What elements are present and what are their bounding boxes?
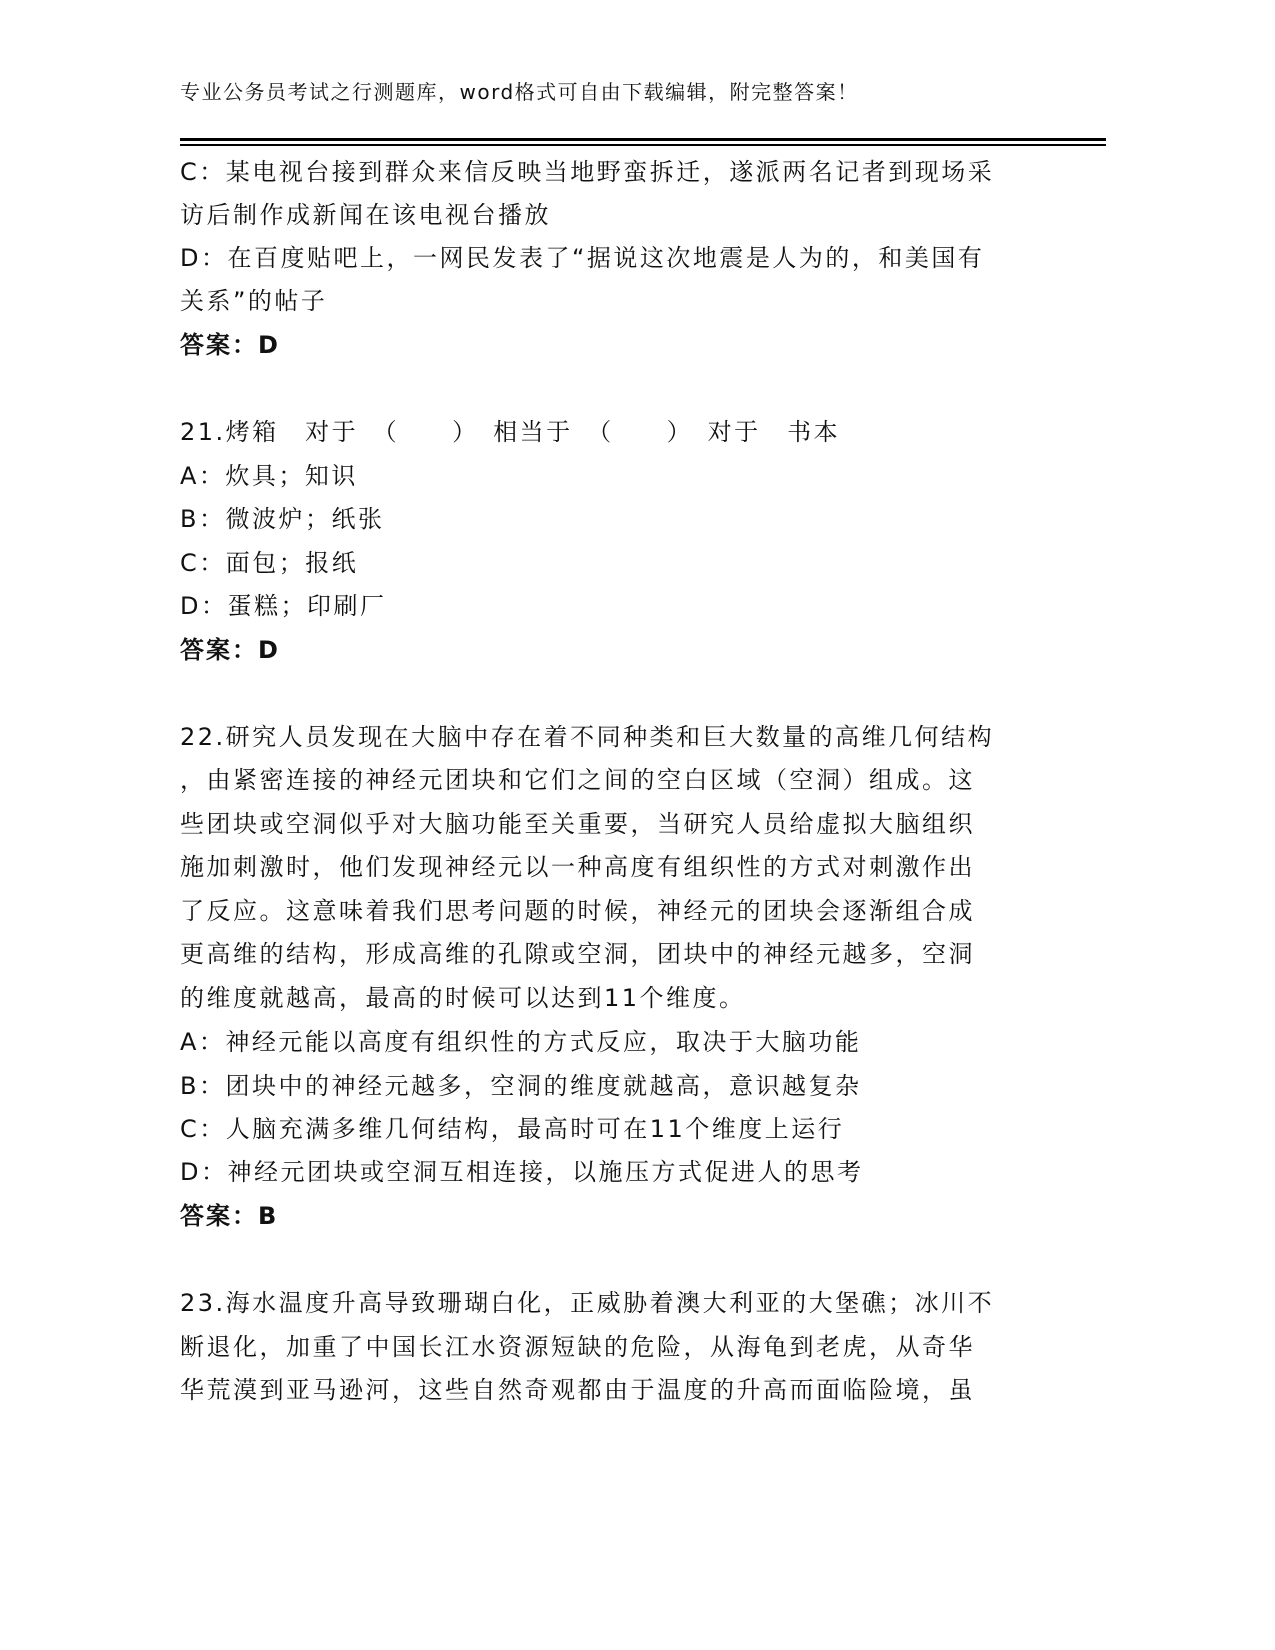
text-line: 些团块或空洞似乎对大脑功能至关重要，当研究人员给虚拟大脑组织 <box>180 810 975 838</box>
text-line: 华荒漠到亚马逊河，这些自然奇观都由于温度的升高而面临险境，虽 <box>180 1376 975 1404</box>
text-line: D：神经元团块或空洞互相连接，以施压方式促进人的思考 <box>180 1158 864 1186</box>
page-header: 专业公务员考试之行测题库，word格式可自由下载编辑，附完整答案！ <box>180 80 859 104</box>
text-line: 了反应。这意味着我们思考问题的时候，神经元的团块会逐渐组合成 <box>180 897 975 925</box>
text-line: D：蛋糕；印刷厂 <box>180 592 387 620</box>
text-line: C：人脑充满多维几何结构，最高时可在11个维度上运行 <box>180 1115 845 1143</box>
answer-line: 答案：D <box>180 636 280 664</box>
answer-line: 答案：B <box>180 1202 279 1230</box>
text-line: C：某电视台接到群众来信反映当地野蛮拆迁，遂派两名记者到现场采 <box>180 158 995 186</box>
text-line: B：微波炉；纸张 <box>180 505 385 533</box>
answer-line: 答案：D <box>180 331 280 359</box>
header-divider-thin <box>180 144 1106 146</box>
text-line: 23.海水温度升高导致珊瑚白化，正威胁着澳大利亚的大堡礁；冰川不 <box>180 1289 995 1317</box>
text-line: C：面包；报纸 <box>180 549 359 577</box>
text-line: 21.烤箱 对于 （ ） 相当于 （ ） 对于 书本 <box>180 418 841 446</box>
text-line: 22.研究人员发现在大脑中存在着不同种类和巨大数量的高维几何结构 <box>180 723 995 751</box>
text-line: 关系”的帖子 <box>180 287 328 315</box>
text-line: D：在百度贴吧上，一网民发表了“据说这次地震是人为的，和美国有 <box>180 244 985 272</box>
text-line: A：炊具；知识 <box>180 462 358 490</box>
text-line: 的维度就越高，最高的时候可以达到11个维度。 <box>180 984 746 1012</box>
text-line: 访后制作成新闻在该电视台播放 <box>180 201 551 229</box>
text-line: B：团块中的神经元越多，空洞的维度就越高，意识越复杂 <box>180 1072 862 1100</box>
text-line: 断退化，加重了中国长江水资源短缺的危险，从海龟到老虎，从奇华 <box>180 1333 975 1361</box>
text-line: 更高维的结构，形成高维的孔隙或空洞，团块中的神经元越多，空洞 <box>180 940 975 968</box>
text-line: A：神经元能以高度有组织性的方式反应，取决于大脑功能 <box>180 1028 862 1056</box>
text-line: 施加刺激时，他们发现神经元以一种高度有组织性的方式对刺激作出 <box>180 853 975 881</box>
text-line: ，由紧密连接的神经元团块和它们之间的空白区域（空洞）组成。这 <box>180 766 975 794</box>
header-divider <box>180 138 1106 141</box>
